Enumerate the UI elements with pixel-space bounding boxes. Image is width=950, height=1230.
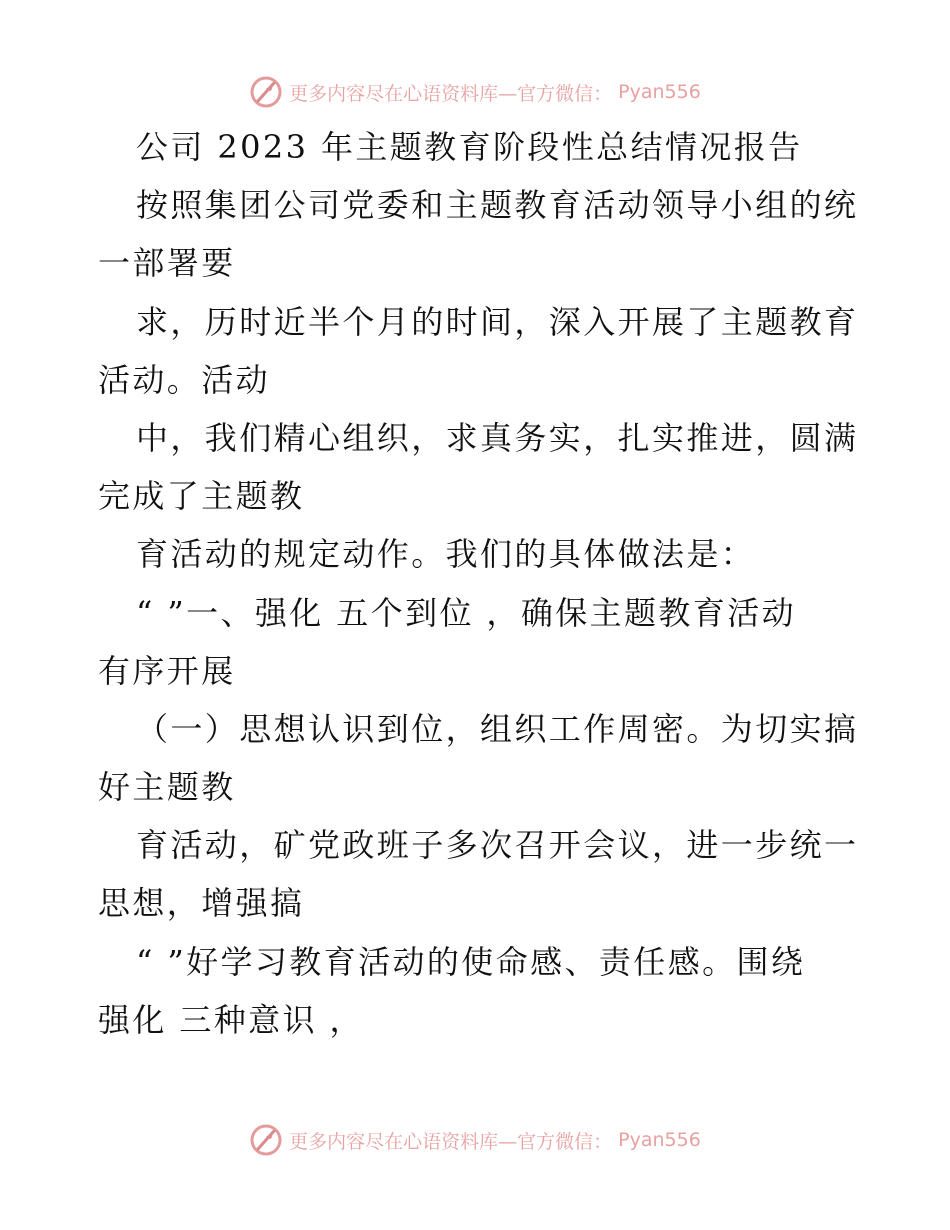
paragraph-line: “ ”好学习教育活动的使命感、责任感。围绕 bbox=[136, 942, 806, 981]
quill-logo-icon bbox=[249, 75, 283, 109]
paragraph-line: 思想，增强搞 bbox=[98, 884, 305, 923]
watermark-header bbox=[0, 72, 950, 112]
document-title: 公司 2023 年主题教育阶段性总结情况报告 bbox=[136, 128, 803, 166]
watermark-text: 更多内容尽在心语资料库—官方微信： bbox=[289, 82, 613, 105]
quill-logo-icon bbox=[249, 1123, 283, 1157]
paragraph-line: 好主题教 bbox=[98, 768, 236, 807]
paragraph-line: 一部署要 bbox=[98, 244, 236, 283]
paragraph-line: 活动。活动 bbox=[98, 360, 271, 399]
watermark-wechat-id: Pyan556 bbox=[618, 81, 701, 103]
paragraph-line: 育活动的规定动作。我们的具体做法是： bbox=[136, 535, 756, 574]
paragraph-line: 强化 三种意识 ， bbox=[98, 1000, 364, 1039]
paragraph-line: 完成了主题教 bbox=[98, 477, 305, 516]
paragraph-line: 中，我们精心组织，求真务实，扎实推进，圆满 bbox=[136, 418, 859, 457]
paragraph-line: 求，历时近半个月的时间，深入开展了主题教育 bbox=[136, 302, 859, 341]
paragraph-line: 按照集团公司党委和主题教育活动领导小组的统 bbox=[136, 186, 859, 225]
watermark-footer bbox=[0, 1120, 950, 1160]
watermark-wechat-id: Pyan556 bbox=[618, 1129, 701, 1151]
section-heading-line: “ ”一、强化 五个到位 ，确保主题教育活动 bbox=[136, 593, 797, 632]
subsection-line: （一）思想认识到位，组织工作周密。为切实搞 bbox=[136, 709, 859, 748]
watermark-text: 更多内容尽在心语资料库—官方微信： bbox=[289, 1130, 613, 1153]
paragraph-line: 育活动，矿党政班子多次召开会议，进一步统一 bbox=[136, 826, 859, 865]
section-heading-line: 有序开展 bbox=[98, 651, 236, 690]
document-body bbox=[98, 118, 858, 1049]
